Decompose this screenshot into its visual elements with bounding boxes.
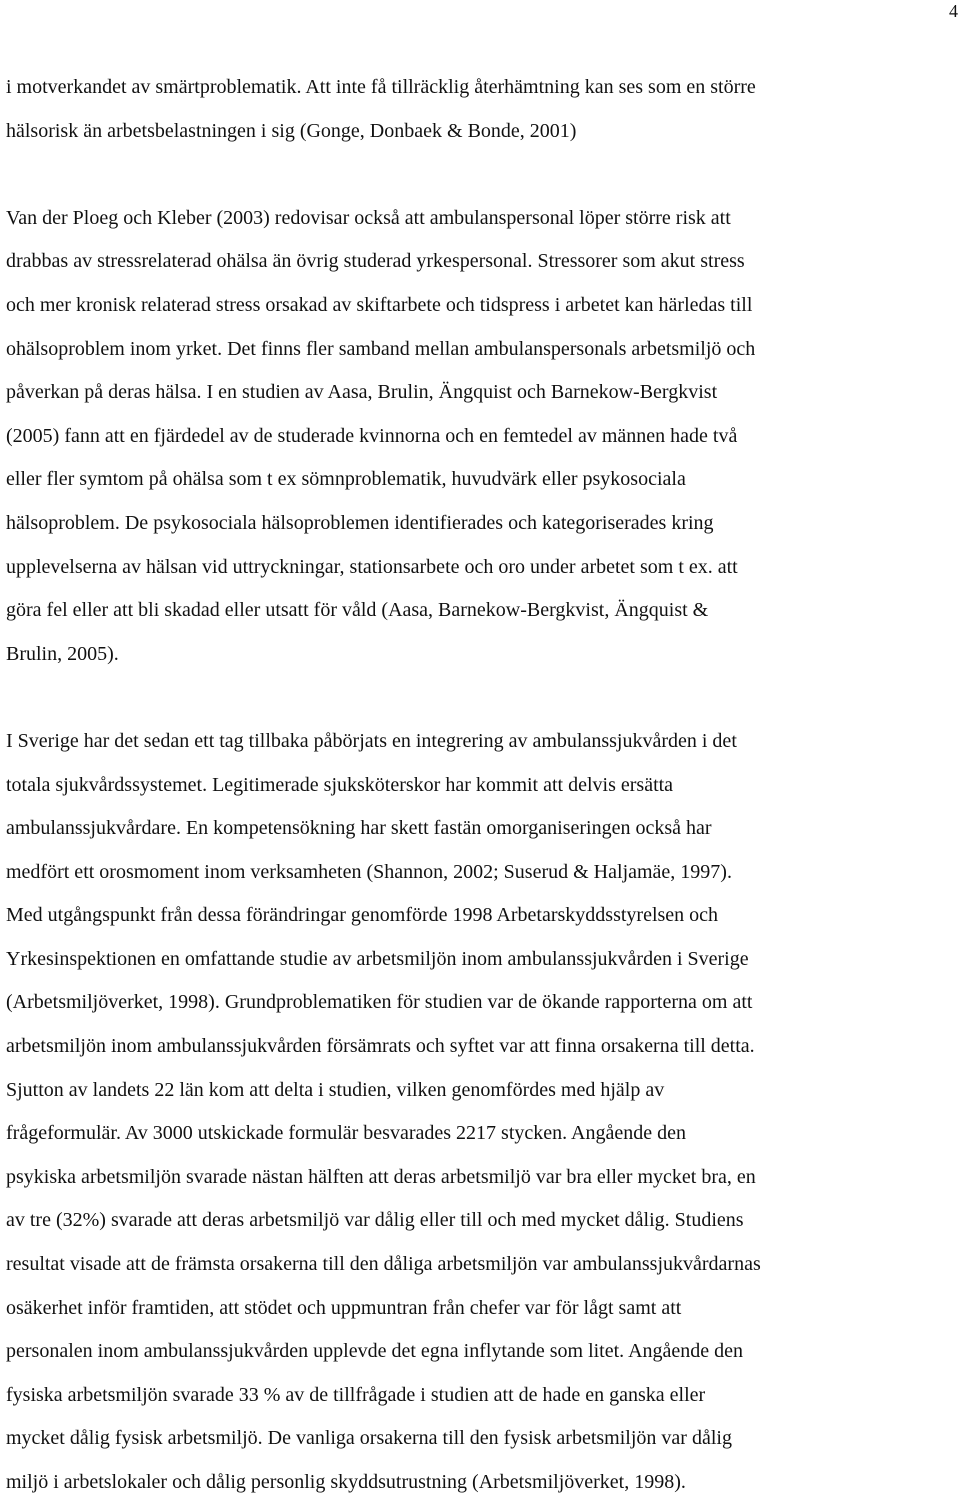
text-line: totala sjukvårdssystemet. Legitimerade sjuksköterskor har kommit att delvis ersätta (6, 773, 674, 796)
text-line: upplevelserna av hälsan vid uttryckningar, stationsarbete och oro under arbetet som t ex. att (6, 555, 738, 578)
text-line: Sjutton av landets 22 län kom att delta i studien, vilken genomfördes med hjälp av (6, 1078, 665, 1101)
text-line: ohälsoproblem inom yrket. Det finns fler samband mellan ambulanspersonals arbetsmiljö och (6, 337, 756, 360)
text-line: Brulin, 2005). (6, 642, 119, 665)
text-line: drabbas av stressrelaterad ohälsa än övrig studerad yrkespersonal. Stressorer som akut stress (6, 250, 745, 273)
text-line: I Sverige har det sedan ett tag tillbaka påbörjats en integrering av ambulanssjukvården i det (6, 729, 737, 752)
text-line: eller fler symtom på ohälsa som t ex sömnproblematik, huvudvärk eller psykosociala (6, 468, 686, 491)
text-line: hälsoproblem. De psykosociala hälsoproblemen identifierades och kategoriserades kring (6, 511, 714, 534)
document-body (6, 66, 960, 1505)
text-line: Van der Ploeg och Kleber (2003) redovisar också att ambulanspersonal löper större risk att (6, 206, 731, 229)
text-line: osäkerhet inför framtiden, att stödet och uppmuntran från chefer var för lågt samt att (6, 1296, 682, 1319)
text-line: göra fel eller att bli skadad eller utsatt för våld (Aasa, Barnekow-Bergkvist, Ängquist & (6, 599, 709, 622)
text-line: (2005) fann att en fjärdedel av de studerade kvinnorna och en femtedel av männen hade två (6, 424, 738, 447)
page-number: 4 (949, 1, 958, 21)
paragraph-1 (6, 66, 960, 153)
paragraph-2 (6, 197, 960, 677)
text-line: och mer kronisk relaterad stress orsakad av skiftarbete och tidspress i arbetet kan härledas till (6, 293, 753, 316)
text-line: påverkan på deras hälsa. I en studien av Aasa, Brulin, Ängquist och Barnekow-Bergkvist (6, 381, 718, 404)
paragraph-3 (6, 720, 960, 1505)
text-line: mycket dålig fysisk arbetsmiljö. De vanliga orsakerna till den fysisk arbetsmiljön var dålig (6, 1427, 732, 1450)
text-line: frågeformulär. Av 3000 utskickade formulär besvarades 2217 stycken. Angående den (6, 1122, 686, 1145)
text-line: hälsorisk än arbetsbelastningen i sig (Gonge, Donbaek & Bonde, 2001) (6, 119, 577, 142)
text-line: Yrkesinspektionen en omfattande studie av arbetsmiljön inom ambulanssjukvården i Sverige (6, 947, 749, 970)
text-line: medfört ett orosmoment inom verksamheten (Shannon, 2002; Suserud & Haljamäe, 1997). (6, 860, 732, 883)
text-line: miljö i arbetslokaler och dålig personlig skyddsutrustning (Arbetsmiljöverket, 1998). (6, 1471, 686, 1493)
text-line: Med utgångspunkt från dessa förändringar genomförde 1998 Arbetarskyddsstyrelsen och (6, 904, 719, 927)
text-line: (Arbetsmiljöverket, 1998). Grundproblematiken för studien var de ökande rapporterna om att (6, 991, 753, 1014)
text-line: fysiska arbetsmiljön svarade 33 % av de tillfrågade i studien att de hade en ganska eller (6, 1383, 706, 1406)
text-line: arbetsmiljön inom ambulanssjukvården försämrats och syftet var att finna orsakerna till detta. (6, 1035, 755, 1058)
text-line: personalen inom ambulanssjukvården upplevde det egna inflytande som litet. Angående den (6, 1340, 744, 1363)
text-line: i motverkandet av smärtproblematik. Att inte få tillräcklig återhämtning kan ses som en större (6, 76, 756, 98)
text-line: ambulanssjukvårdare. En kompetensökning har skett fastän omorganiseringen också har (6, 817, 712, 840)
text-line: av tre (32%) svarade att deras arbetsmiljö var dålig eller till och med mycket dålig. Studiens (6, 1209, 744, 1232)
paragraph-gap (6, 676, 960, 720)
paragraph-gap (6, 153, 960, 197)
text-line: psykiska arbetsmiljön svarade nästan hälften att deras arbetsmiljö var bra eller mycket bra, en (6, 1165, 756, 1188)
text-line: resultat visade att de främsta orsakerna till den dåliga arbetsmiljön var ambulanssjukvårdarnas (6, 1253, 761, 1276)
